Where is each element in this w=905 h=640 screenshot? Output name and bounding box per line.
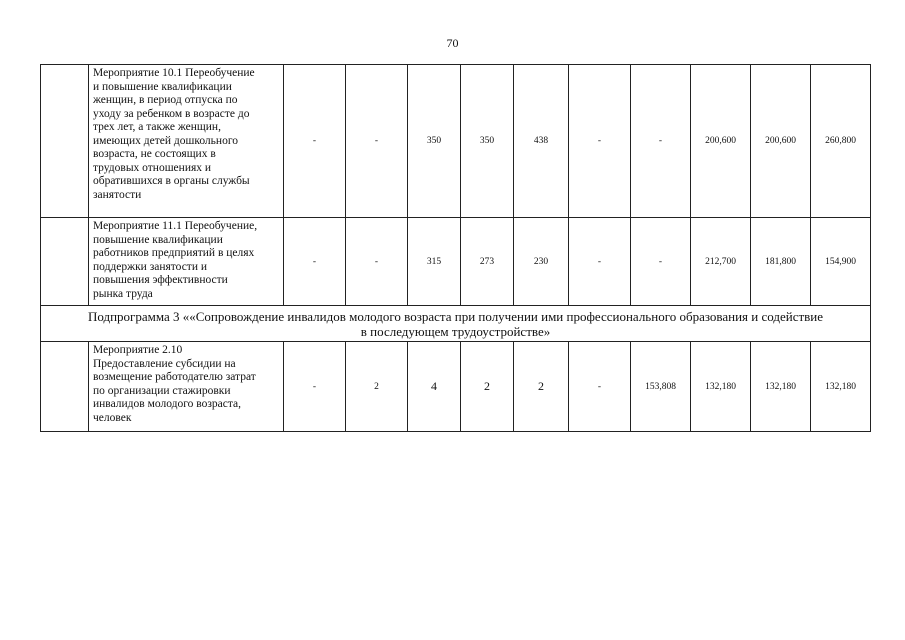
description-line: по организации стажировки	[93, 384, 231, 397]
value-cell: 132,180	[751, 342, 811, 432]
value-cell: 260,800	[811, 65, 871, 218]
value-cell: -	[284, 65, 346, 218]
value-cell: 4	[408, 342, 461, 432]
indicators-table	[40, 64, 871, 432]
description-line: уходу за ребенком в возрасте до	[93, 107, 250, 120]
value-cell: 153,808	[631, 342, 691, 432]
description-line: обратившихся в органы службы	[93, 175, 250, 187]
description-line: человек	[93, 411, 132, 424]
description-line: возмещение работодателю затрат	[93, 371, 256, 383]
description-line: занятости	[93, 188, 142, 201]
description-line: Мероприятие 2.10	[93, 344, 183, 356]
description-line: работников предприятий в целях	[93, 247, 255, 259]
description-line: и повышение квалификации	[93, 80, 232, 93]
value-cell: -	[631, 218, 691, 306]
value-cell: -	[569, 218, 631, 306]
description-line: женщин, в период отпуска по	[93, 94, 238, 106]
value-cell: -	[284, 342, 346, 432]
description-line: трудовых отношениях и	[93, 161, 212, 174]
value-cell: 200,600	[751, 65, 811, 218]
value-cell: 132,180	[691, 342, 751, 432]
table-row	[41, 218, 871, 306]
value-cell: 315	[408, 218, 461, 306]
value-cell: 200,600	[691, 65, 751, 218]
value-cell: 212,700	[691, 218, 751, 306]
description-line: Мероприятие 11.1 Переобучение,	[93, 220, 258, 232]
description-line: рынка труда	[93, 287, 153, 300]
measure-description-cell	[89, 65, 284, 218]
subprogram-title-line: Подпрограмма 3 ««Сопровождение инвалидов молодого возраста при получении ими профессионального образования и содействие	[87, 308, 824, 324]
value-cell: 132,180	[811, 342, 871, 432]
table-row	[41, 65, 871, 218]
value-cell: 2	[461, 342, 514, 432]
subprogram-row	[41, 306, 871, 342]
description-line: имеющих детей дошкольного	[93, 134, 239, 147]
subprogram-title	[41, 306, 871, 342]
value-cell: -	[284, 218, 346, 306]
value-cell: 181,800	[751, 218, 811, 306]
subprogram-title-line: в последующем трудоустройстве»	[360, 323, 551, 339]
value-cell: 2	[346, 342, 408, 432]
value-cell: 2	[514, 342, 569, 432]
description-line: Предоставление субсидии на	[93, 357, 236, 370]
number-cell	[41, 65, 89, 218]
value-cell: -	[569, 65, 631, 218]
number-cell	[41, 218, 89, 306]
measure-description-cell	[89, 342, 284, 432]
value-cell: 350	[461, 65, 514, 218]
description-line: поддержки занятости и	[93, 260, 208, 273]
value-cell: 350	[408, 65, 461, 218]
description-line: инвалидов молодого возраста,	[93, 398, 242, 410]
measure-description-cell	[89, 218, 284, 306]
value-cell: 273	[461, 218, 514, 306]
description-line: трех лет, а также женщин,	[93, 121, 221, 133]
description-line: повышение квалификации	[93, 233, 223, 246]
description-line: повышения эффективности	[93, 274, 228, 286]
value-cell: -	[346, 65, 408, 218]
value-cell: 438	[514, 65, 569, 218]
value-cell: -	[569, 342, 631, 432]
value-cell: -	[346, 218, 408, 306]
table-row	[41, 342, 871, 432]
description-line: возраста, не состоящих в	[93, 148, 216, 160]
value-cell: 230	[514, 218, 569, 306]
page-number: 70	[446, 36, 459, 50]
value-cell: 154,900	[811, 218, 871, 306]
value-cell: -	[631, 65, 691, 218]
description-line: Мероприятие 10.1 Переобучение	[93, 67, 255, 79]
number-cell	[41, 342, 89, 432]
